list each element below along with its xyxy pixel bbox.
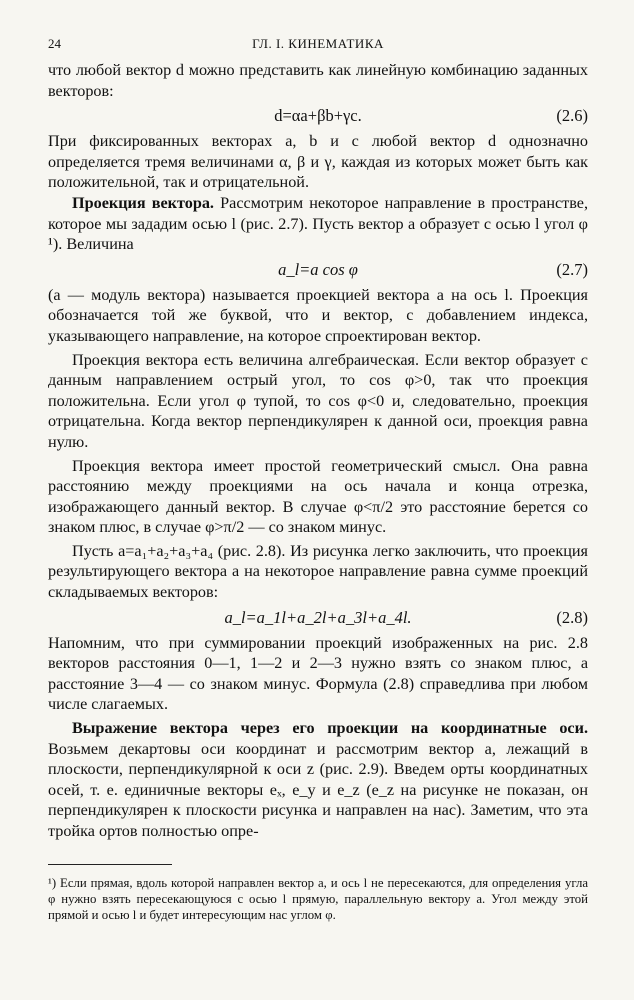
page [48, 36, 588, 923]
equation-formula: d=αa+βb+γc. [274, 106, 362, 126]
page-header [48, 36, 588, 58]
equation-formula: a_l=a cos φ [278, 259, 358, 279]
equation-2-8 [48, 603, 588, 633]
paragraph-coordinates [48, 718, 588, 842]
page-number: 24 [48, 36, 61, 51]
paragraph-fixed-vectors: При фиксированных векторах a, b и c любой вектор d однозначно определяется тремя величинами α, β и γ, каждая из которых может быть как положительной, так и отрицательной. [48, 132, 588, 192]
coordinates-text: Возьмем декартовы оси координат и рассмотрим вектор a, лежащий в плоскости, перпендикулярной к оси z (рис. 2.9). Введем орты координатных осей, т. е. единичные векторы eₓ, e_y и e_z (e_z на рисунке не показан, он перпендикулярен к плоскости рисунка и направлен на нас). Заметим, что эта тройка ортов полностью опре- [48, 739, 588, 840]
equation-number: (2.6) [556, 106, 588, 126]
equation-number: (2.7) [556, 259, 588, 279]
projection-intro-text: Рассмотрим некоторое направление в пространстве, которое мы зададим осью l (рис. 2.7). Пусть вектор a образует с осью l угол φ ¹). Величина [48, 193, 589, 254]
equation-2-6 [48, 101, 588, 131]
paragraph-algebraic: Проекция вектора есть величина алгебраическая. Если вектор образует с данным направлением острый угол, то cos φ>0, так что проекция положительна. Если угол φ тупой, то cos φ<0 и, следовательно, проекция отрицательна. Когда вектор перпендикулярен к данной оси, проекция равна нулю. [48, 350, 588, 451]
equation-2-7 [48, 255, 588, 285]
paragraph-geometric: Проекция вектора имеет простой геометрический смысл. Она равна расстоянию между проекциями на ось начала и конца отрезка, изображающего данный вектор. В случае φ<π/2 это расстояние берется со знаком плюс, в случае φ>π/2 — со знаком минус. [48, 456, 588, 537]
paragraph-sum: Пусть a=a₁+a₂+a₃+a₄ (рис. 2.8). Из рисунка легко заключить, что проекция результирующего вектора a на некоторое направление равна сумме проекций складываемых векторов: [48, 541, 588, 602]
paragraph-intro: что любой вектор d можно представить как линейную комбинацию заданных векторов: [48, 61, 588, 100]
equation-number: (2.8) [556, 607, 588, 627]
section-heading-projection: Проекция вектора. [72, 193, 214, 212]
footnote [48, 875, 588, 923]
chapter-title: ГЛ. I. КИНЕМАТИКА [252, 36, 384, 51]
section-heading-coordinates: Выражение вектора через его проекции на координатные оси. [72, 719, 588, 738]
paragraph-projection-named: (a — модуль вектора) называется проекцией вектора a на ось l. Проекция обозначается той же буквой, что и вектор, с добавлением индекса, указывающего направление, на которое спроектирован вектор. [48, 285, 588, 345]
paragraph-projection-definition [48, 193, 588, 255]
paragraph-recall: Напомним, что при суммировании проекций изображенных на рис. 2.8 векторов расстояния 0—1, 1—2 и 2—3 нужно взять со знаком плюс, а расстояние 3—4 — со знаком минус. Формула (2.8) справедлива при любом числе слагаемых. [48, 633, 588, 714]
equation-formula: a_l=a_1l+a_2l+a_3l+a_4l. [224, 607, 412, 627]
footnote-separator [48, 864, 172, 865]
footnote-text: Если прямая, вдоль которой направлен вектор a, и ось l не пересекаются, для определения угла φ нужно взять пересекающуюся с осью l прямую, параллельную вектору a. Угол между этой прямой и осью l и будет интересующим нас углом φ. [48, 875, 589, 922]
footnote-mark: ¹) [48, 875, 57, 890]
